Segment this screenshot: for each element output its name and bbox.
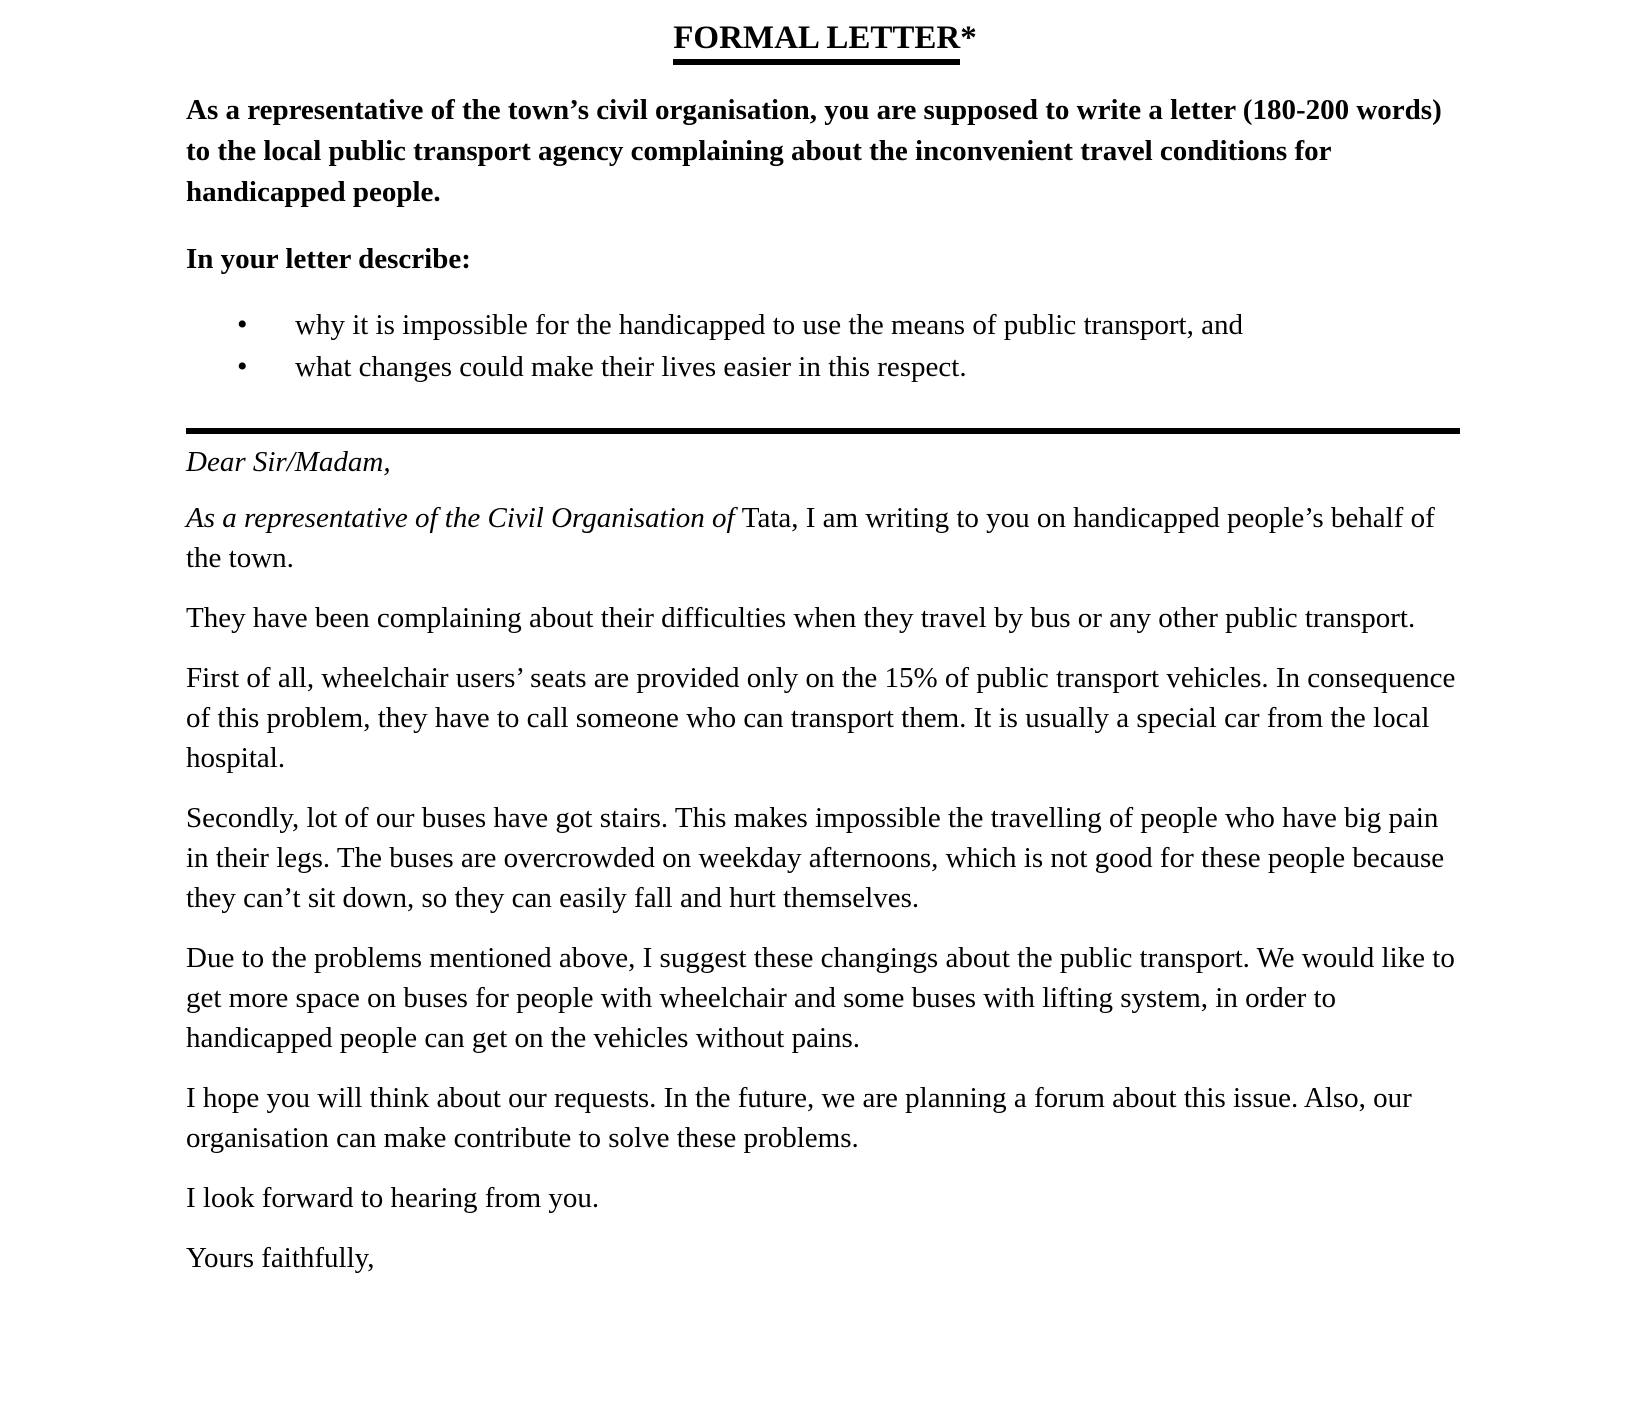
page-title [186,16,1464,60]
opening-regular-text: Tata, I am writing to you on handicapped people’s behalf of the town. [186,502,1435,574]
task-bullet-list [186,304,1464,388]
task-intro: As a representative of the town’s civil organisation, you are supposed to write a letter (180-200 words) to the local public transport agency complaining about the inconvenient travel conditions for handicapped people. [186,94,1442,208]
letter-paragraph: I hope you will think about our requests. In the future, we are planning a forum about this issue. Also, our organisation can make contribute to solve these problems. [186,1082,1412,1154]
bullet-text: what changes could make their lives easier in this respect. [295,351,967,383]
page-title-text: FORMAL LETTER [673,20,960,65]
salutation: Dear Sir/Madam, [186,446,391,478]
section-divider [186,428,1460,434]
list-item [186,346,1464,388]
letter-paragraph: First of all, wheelchair users’ seats are provided only on the 15% of public transport vehicles. In consequence of this problem, they have to call someone who can transport them. It is usually a special car from the local hospital. [186,662,1456,774]
letter-paragraph: They have been complaining about their difficulties when they travel by bus or any other public transport. [186,602,1416,634]
letter-body [186,442,1464,1278]
page [186,0,1464,1278]
bullet-text: why it is impossible for the handicapped to use the means of public transport, and [295,309,1243,341]
bullet-marker: • [237,350,248,383]
letter-opening [186,498,1464,578]
task-instructions [186,90,1464,388]
describe-heading: In your letter describe: [186,243,471,275]
letter-closing: Yours faithfully, [186,1242,375,1274]
page-title-asterisk: * [960,20,977,56]
opening-italic-text: As a representative of the Civil Organisation of [186,502,742,534]
letter-paragraph: I look forward to hearing from you. [186,1182,600,1214]
bullet-marker: • [237,308,248,341]
list-item [186,304,1464,346]
letter-paragraph: Secondly, lot of our buses have got stairs. This makes impossible the travelling of people who have big pain in their legs. The buses are overcrowded on weekday afternoons, which is not good for these people because they can’t sit down, so they can easily fall and hurt themselves. [186,802,1445,914]
letter-paragraph: Due to the problems mentioned above, I suggest these changings about the public transport. We would like to get more space on buses for people with wheelchair and some buses with lifting system, in order to handicapped people can get on the vehicles without pains. [186,942,1455,1054]
